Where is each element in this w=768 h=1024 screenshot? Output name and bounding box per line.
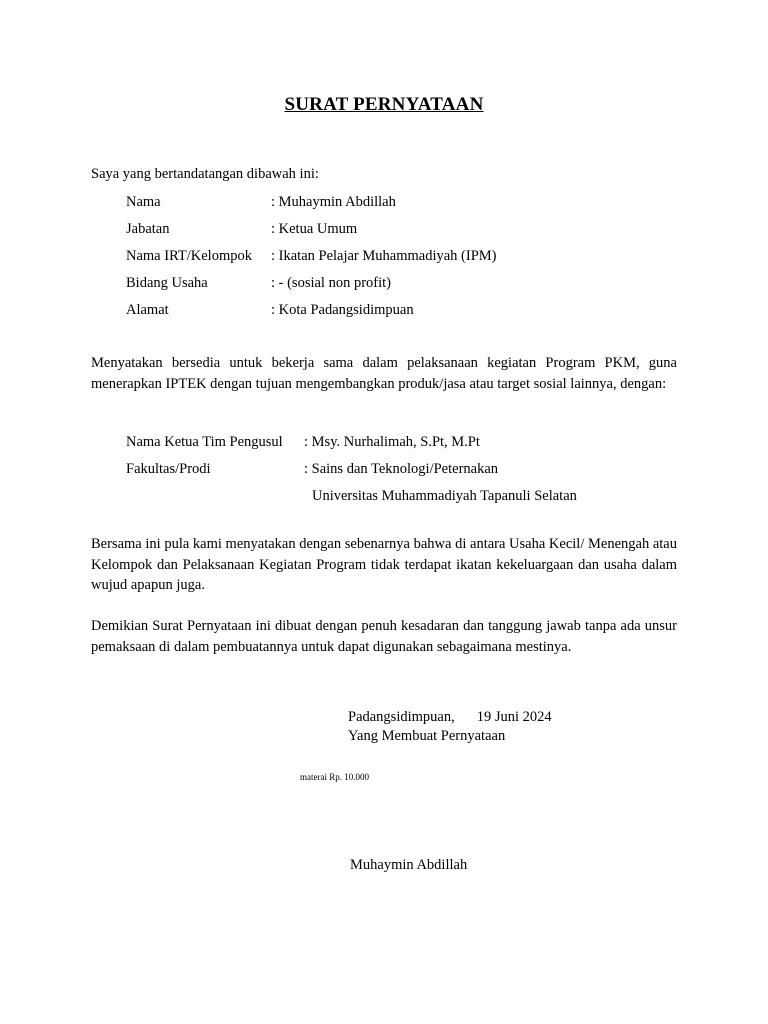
identity-value: : Kota Padangsidimpuan xyxy=(271,302,414,318)
identity-row-business xyxy=(126,275,392,292)
proposer-value: : Sains dan Teknologi/Peternakan xyxy=(304,461,499,477)
identity-value: : Muhaymin Abdillah xyxy=(271,194,396,210)
identity-value: : Ketua Umum xyxy=(271,221,358,237)
intro-text: Saya yang bertandatangan dibawah ini: xyxy=(91,166,319,182)
identity-label: Nama xyxy=(126,194,161,210)
identity-row-address xyxy=(126,302,414,319)
identity-row-name xyxy=(126,194,396,211)
identity-label: Bidang Usaha xyxy=(126,275,208,291)
identity-label: Nama IRT/Kelompok xyxy=(126,248,252,264)
proposer-label: Nama Ketua Tim Pengusul xyxy=(126,434,283,450)
signature-place-date xyxy=(348,709,552,726)
proposer-value: : Msy. Nurhalimah, S.Pt, M.Pt xyxy=(304,434,480,450)
materai-note: materai Rp. 10.000 xyxy=(300,772,369,782)
identity-label: Jabatan xyxy=(126,221,170,237)
signer-name: Muhaymin Abdillah xyxy=(350,857,468,873)
identity-row-position xyxy=(126,221,358,238)
identity-value: : Ikatan Pelajar Muhammadiyah (IPM) xyxy=(271,248,497,264)
identity-label: Alamat xyxy=(126,302,169,318)
closing-paragraph: Demikian Surat Pernyataan ini dibuat dengan penuh kesadaran dan tanggung jawab tanpa ada unsur pemaksaan di dalam pembuatannya untuk dapat digunakan sebagaimana mestinya. xyxy=(91,618,677,655)
proposer-value: Universitas Muhammadiyah Tapanuli Selatan xyxy=(312,488,577,504)
statement-paragraph: Menyatakan bersedia untuk bekerja sama dalam pelaksanaan kegiatan Program PKM, guna menerapkan IPTEK dengan tujuan mengembangkan produk/jasa atau target sosial lainnya, dengan: xyxy=(91,355,677,392)
proposer-row-faculty xyxy=(126,461,499,478)
signature-maker: Yang Membuat Pernyataan xyxy=(348,728,506,744)
document-title: SURAT PERNYATAAN xyxy=(284,94,484,115)
signature-date: 19 Juni 2024 xyxy=(476,709,552,725)
proposer-label: Fakultas/Prodi xyxy=(126,461,211,477)
relation-paragraph: Bersama ini pula kami menyatakan dengan sebenarnya bahwa di antara Usaha Kecil/ Menengah atau Kelompok dan Pelaksanaan Kegiatan Program tidak terdapat ikatan kekeluargaan dan usaha dalam wujud apapun juga. xyxy=(91,536,677,593)
identity-value: : - (sosial non profit) xyxy=(271,275,392,291)
proposer-row-leader xyxy=(126,434,480,451)
identity-row-group xyxy=(126,248,497,265)
signature-place: Padangsidimpuan, xyxy=(348,709,455,725)
